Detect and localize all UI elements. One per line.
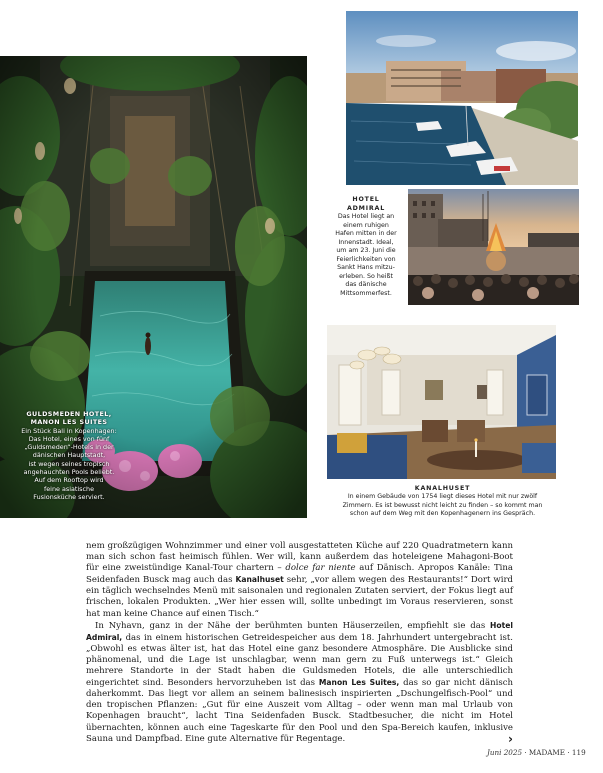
caption-line: schon auf dem Weg mit den Kopenhagenern ins Gespräch. [349,510,536,518]
caption-line: Mittsommerfest. [340,289,392,297]
guldsmeden-caption [4,410,134,501]
page-number: 119 [571,748,586,757]
folio-separator: · [524,748,527,757]
caption-line: Das Hotel, eines von fünf [28,434,110,443]
italic-phrase: dolce far niente [285,563,356,574]
caption-title: HOTEL [352,196,380,203]
kanalhuset-caption [325,485,560,519]
caption-line: Hafen mitten in der [335,230,397,237]
continue-arrow-icon: › [508,731,513,746]
caption-title: MANON LES SUITES [30,418,108,427]
text-run: das so gar nicht dänisch daherkommt. Das liegt vor allem an seinem balinesisch inspirierten „Dschungelfisch-Pool“ und den tropischen Pflanzen: „Gut für eine Auszeit vom Alltag – oder wenn man mal Urlaub von Kopenhagen braucht“, lacht Tina Seidenfaden Busck. Stadtbesucher, die nicht im Hotel übernachten, können auch eine Tageskarte für den Pool und den Spa-Bereich kaufen, inklusive Sauna und Dampfbad. Eine gute Alternative für Regentage. [86,678,514,744]
caption-line: erleben. So heißt [339,272,393,280]
caption-title: KANALHUSET [414,485,471,492]
caption-title: GULDSMEDEN HOTEL, [26,410,112,418]
caption-line: ist wegen seines tropisch [28,459,110,468]
caption-line: das dänische [345,281,387,288]
caption-line: einem ruhigen [343,221,389,229]
caption-line: Sankt Hans mitzu- [337,264,395,271]
hotel-name: Kanalhuset [235,575,284,585]
caption-line: feine asiatische [43,484,94,493]
kanalhuset-interior-photo [327,325,556,479]
caption-line: Innenstadt. Ideal, [338,238,394,246]
issue-date: Juni 2025 [487,748,523,757]
article-body [86,541,513,745]
admiral-caption [330,196,402,298]
caption-line: „Guldsmeden“-Hotels in der [24,443,114,452]
caption-line: In einem Gebäude von 1754 liegt dieses Hotel mit nur zwölf [347,493,538,501]
page-folio [487,748,586,757]
text-run: nem großzügigen Wohnzimmer und einer voll ausgestatteten Küche auf 220 Quadratmetern kann man sich schon fast heimisch fühlen. Wer will, kann außerdem das hoteleigene Mahagoni-Boot für eine zweistündige Kanal-Tour chartern – [86,541,513,574]
hotel-name: Hotel Admiral, [86,620,513,642]
caption-line: Auf dem Rooftop wird [34,476,104,485]
caption-line: um am 23. Juni die [336,247,396,254]
caption-line: angehauchten Pools beliebt. [23,468,115,477]
text-run: sehr, „vor allem wegen des Restaurants!“ Dort wird ein täglich wechselndes Menü mit saisonalen und regionalen Zutaten serviert, der Fokus liegt auf frischen, lokalen Produkten. „Wer hier essen will, sollte unbedingt im Voraus reservieren, sonst hat man keine Chance auf einen Tisch.“ [86,575,514,619]
caption-line: Fusionsküche serviert. [33,492,105,501]
text-run: In Nyhavn, ganz in der Nähe der berühmten bunten Häuserzeilen, empfiehlt sie das [95,620,491,631]
caption-line: Zimmern. Es ist bewusst nicht leicht zu finden – so kommt man [342,501,543,509]
folio-separator: · [567,748,570,757]
admiral-harbour-photo [346,11,578,185]
caption-line: dänischen Hauptstadt, [32,451,106,460]
magazine-name: MADAME [528,748,566,757]
text-run: auf Dänisch. Apropos Kanäle: Tina Seidenfaden Busck mag auch das [86,563,513,586]
caption-line: Feierlichkeiten von [336,255,396,263]
sankt-hans-bonfire-photo [408,189,579,305]
hotel-name: Manon Les Suites, [318,678,400,688]
caption-line: Ein Stück Bali in Kopenhagen: [21,426,117,435]
paragraph [86,541,513,620]
caption-line: Das Hotel liegt an [337,213,395,220]
caption-title: ADMIRAL [346,204,386,212]
text-run: das in einem historischen Getreidespeicher aus dem 18. Jahrhundert untergebracht ist. „Obwohl es etwas älter ist, hat das Hotel eine ganz besondere Atmosphäre. Die Ausblicke sind phänomenal, und die Lage ist unschlagbar, wenn man gern zu Fuß unterwegs ist.“ Gleich mehrere Standorte in der Stadt haben die Guldsmeden Hotels, die alle unterschiedlich eingerichtet sind. Besonders hervorzuheben ist das [86,632,513,689]
paragraph [86,620,513,745]
